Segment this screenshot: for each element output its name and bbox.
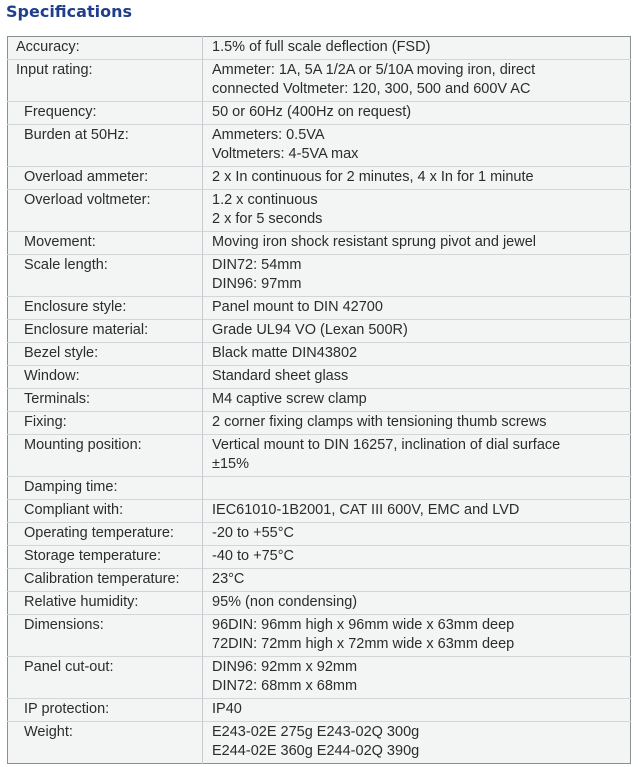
spec-row xyxy=(8,699,631,722)
spec-label: Panel cut-out: xyxy=(24,659,114,675)
spec-label-cell xyxy=(8,255,203,297)
spec-row xyxy=(8,366,631,389)
spec-row xyxy=(8,615,631,657)
spec-row xyxy=(8,722,631,764)
spec-row xyxy=(8,167,631,190)
spec-label-cell xyxy=(8,657,203,699)
spec-label: Burden at 50Hz: xyxy=(24,127,129,143)
spec-label: Fixing: xyxy=(24,414,67,430)
spec-value-line: connected Voltmeter: 120, 300, 500 and 600V AC xyxy=(212,81,531,97)
spec-label: Scale length: xyxy=(24,257,108,273)
spec-value-cell xyxy=(203,255,631,297)
spec-value-cell xyxy=(203,60,631,102)
spec-value-cell xyxy=(203,477,631,500)
specifications-table xyxy=(7,36,631,764)
spec-value-cell xyxy=(203,615,631,657)
specifications-table-body xyxy=(8,37,631,764)
spec-label-cell xyxy=(8,366,203,389)
spec-label: Operating temperature: xyxy=(24,525,174,541)
spec-value-cell xyxy=(203,366,631,389)
spec-row xyxy=(8,592,631,615)
spec-value-line: 50 or 60Hz (400Hz on request) xyxy=(212,104,412,120)
spec-value-line: 1.2 x continuous xyxy=(212,192,318,208)
spec-value-cell xyxy=(203,435,631,477)
spec-label: Frequency: xyxy=(24,104,97,120)
spec-row xyxy=(8,523,631,546)
spec-value-line: DIN72: 54mm xyxy=(212,257,302,273)
spec-label: Weight: xyxy=(24,724,73,740)
spec-value-cell xyxy=(203,592,631,615)
spec-label-cell xyxy=(8,320,203,343)
spec-label-cell xyxy=(8,125,203,167)
spec-value-line: IEC61010-1B2001, CAT III 600V, EMC and LVD xyxy=(212,502,520,518)
spec-label: Terminals: xyxy=(24,391,91,407)
spec-label-cell xyxy=(8,569,203,592)
spec-label: Window: xyxy=(24,368,80,384)
spec-value-cell xyxy=(203,699,631,722)
spec-label-cell xyxy=(8,343,203,366)
spec-row xyxy=(8,60,631,102)
spec-value-line: 2 x for 5 seconds xyxy=(212,211,323,227)
spec-label-cell xyxy=(8,477,203,500)
spec-label: Overload ammeter: xyxy=(24,169,149,185)
spec-label: Dimensions: xyxy=(24,617,104,633)
spec-value-line: Black matte DIN43802 xyxy=(212,345,358,361)
spec-row xyxy=(8,477,631,500)
spec-label-cell xyxy=(8,102,203,125)
spec-value-cell xyxy=(203,722,631,764)
spec-value-line: 72DIN: 72mm high x 72mm wide x 63mm deep xyxy=(212,636,515,652)
spec-value-line: E243-02E 275g E243-02Q 300g xyxy=(212,724,420,740)
spec-value-line: Vertical mount to DIN 16257, inclination of dial surface xyxy=(212,437,561,453)
spec-label: Damping time: xyxy=(24,479,118,495)
spec-value-cell xyxy=(203,569,631,592)
spec-row xyxy=(8,500,631,523)
spec-value-line: Ammeter: 1A, 5A 1/2A or 5/10A moving iron, direct xyxy=(212,62,536,78)
spec-label-cell xyxy=(8,699,203,722)
spec-value-line: 96DIN: 96mm high x 96mm wide x 63mm deep xyxy=(212,617,515,633)
spec-value-line: 23°C xyxy=(212,571,245,587)
spec-label: Movement: xyxy=(24,234,96,250)
spec-value-line: ±15% xyxy=(212,456,249,472)
spec-label: IP protection: xyxy=(24,701,110,717)
spec-value-line: Grade UL94 VO (Lexan 500R) xyxy=(212,322,408,338)
spec-value-line: Standard sheet glass xyxy=(212,368,349,384)
spec-value-line: -40 to +75°C xyxy=(212,548,294,564)
spec-value-line: M4 captive screw clamp xyxy=(212,391,367,407)
spec-value-cell xyxy=(203,190,631,232)
spec-value-cell xyxy=(203,37,631,60)
spec-label-cell xyxy=(8,546,203,569)
spec-value-cell xyxy=(203,523,631,546)
spec-value-line: 2 x In continuous for 2 minutes, 4 x In for 1 minute xyxy=(212,169,534,185)
spec-value-line: E244-02E 360g E244-02Q 390g xyxy=(212,743,420,759)
spec-label: Relative humidity: xyxy=(24,594,139,610)
spec-label-cell xyxy=(8,389,203,412)
spec-label-cell xyxy=(8,523,203,546)
spec-value-cell xyxy=(203,297,631,320)
spec-value-line: 2 corner fixing clamps with tensioning thumb screws xyxy=(212,414,547,430)
spec-row xyxy=(8,412,631,435)
spec-label: Input rating: xyxy=(16,62,93,78)
spec-row xyxy=(8,569,631,592)
spec-row xyxy=(8,389,631,412)
spec-value-line: 95% (non condensing) xyxy=(212,594,358,610)
spec-row xyxy=(8,125,631,167)
spec-value-line: Panel mount to DIN 42700 xyxy=(212,299,383,315)
spec-label-cell xyxy=(8,722,203,764)
spec-label-cell xyxy=(8,412,203,435)
spec-value-cell xyxy=(203,232,631,255)
spec-value-cell xyxy=(203,125,631,167)
spec-value-line: DIN72: 68mm x 68mm xyxy=(212,678,358,694)
spec-label-cell xyxy=(8,500,203,523)
spec-label-cell xyxy=(8,37,203,60)
spec-row xyxy=(8,546,631,569)
spec-value-line xyxy=(212,478,630,497)
spec-label-cell xyxy=(8,615,203,657)
spec-value-line: -20 to +55°C xyxy=(212,525,294,541)
spec-label-cell xyxy=(8,435,203,477)
spec-value-cell xyxy=(203,167,631,190)
spec-row xyxy=(8,232,631,255)
spec-value-line: Voltmeters: 4-5VA max xyxy=(212,146,359,162)
spec-label-cell xyxy=(8,592,203,615)
spec-value-cell xyxy=(203,546,631,569)
spec-label: Overload voltmeter: xyxy=(24,192,151,208)
spec-row xyxy=(8,190,631,232)
spec-label: Mounting position: xyxy=(24,437,142,453)
spec-value-line: 1.5% of full scale deflection (FSD) xyxy=(212,39,431,55)
spec-value-line: Moving iron shock resistant sprung pivot and jewel xyxy=(212,234,536,250)
spec-row xyxy=(8,102,631,125)
spec-label: Bezel style: xyxy=(24,345,99,361)
spec-label-cell xyxy=(8,232,203,255)
spec-value-cell xyxy=(203,389,631,412)
spec-value-cell xyxy=(203,102,631,125)
spec-row xyxy=(8,255,631,297)
spec-label: Calibration temperature: xyxy=(24,571,180,587)
spec-value-line: DIN96: 92mm x 92mm xyxy=(212,659,358,675)
spec-row xyxy=(8,320,631,343)
spec-label: Compliant with: xyxy=(24,502,124,518)
spec-label-cell xyxy=(8,167,203,190)
spec-value-cell xyxy=(203,657,631,699)
spec-row xyxy=(8,657,631,699)
spec-value-cell xyxy=(203,500,631,523)
spec-row xyxy=(8,343,631,366)
spec-label: Enclosure material: xyxy=(24,322,149,338)
spec-value-cell xyxy=(203,320,631,343)
spec-label: Enclosure style: xyxy=(24,299,127,315)
spec-label: Storage temperature: xyxy=(24,548,162,564)
spec-label-cell xyxy=(8,60,203,102)
spec-value-cell xyxy=(203,412,631,435)
spec-row xyxy=(8,37,631,60)
spec-row xyxy=(8,435,631,477)
spec-label: Accuracy: xyxy=(16,39,80,55)
spec-value-line: Ammeters: 0.5VA xyxy=(212,127,325,143)
spec-value-cell xyxy=(203,343,631,366)
page-title: Specifications xyxy=(6,2,132,21)
spec-value-line: IP40 xyxy=(212,701,242,717)
spec-value-line: DIN96: 97mm xyxy=(212,276,302,292)
spec-label-cell xyxy=(8,190,203,232)
spec-row xyxy=(8,297,631,320)
spec-label-cell xyxy=(8,297,203,320)
